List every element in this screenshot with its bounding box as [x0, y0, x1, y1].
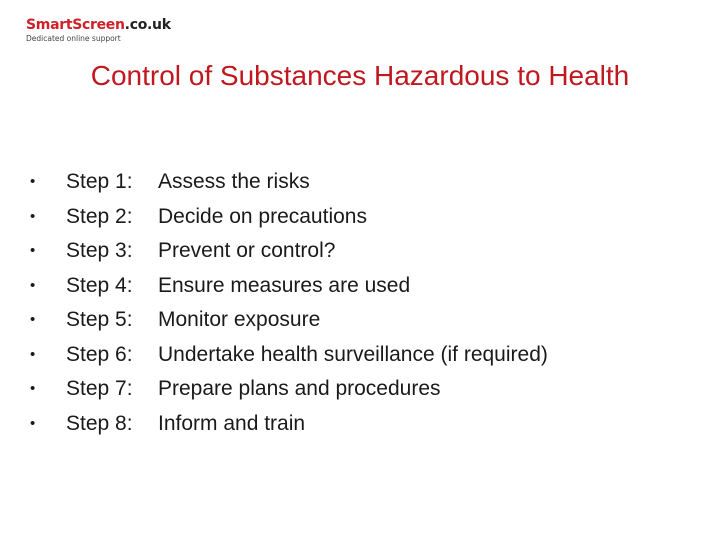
step-label: Step 5: [66, 308, 133, 331]
step-label: Step 4: [66, 273, 133, 297]
step-item [30, 170, 548, 205]
bullet-icon: • [30, 311, 36, 328]
step-text: Prevent or control? [158, 239, 336, 262]
bullet-icon: • [30, 207, 36, 225]
step-item [30, 308, 548, 343]
step-text: Inform and train [158, 411, 306, 435]
step-item [30, 239, 548, 274]
step-text: Undertake health surveillance (if required) [158, 342, 548, 366]
bullet-icon: • [30, 276, 36, 294]
logo-tagline: Dedicated online support [26, 34, 121, 43]
step-label: Step 6: [66, 342, 133, 366]
logo-domain: .co.uk [124, 17, 171, 33]
step-label: Step 8: [66, 411, 133, 435]
bullet-icon: • [30, 345, 36, 363]
step-text: Decide on precautions [158, 204, 367, 228]
step-text: Ensure measures are used [158, 273, 411, 297]
bullet-icon: • [30, 414, 36, 432]
step-item [30, 377, 548, 412]
bullet-icon: • [30, 380, 36, 397]
step-text: Assess the risks [158, 170, 310, 193]
step-text: Monitor exposure [158, 308, 321, 331]
bullet-icon: • [30, 242, 36, 259]
step-item [30, 412, 548, 447]
steps-list [30, 170, 548, 446]
step-item [30, 343, 548, 378]
step-item [30, 205, 548, 240]
smartscreen-logo [26, 18, 171, 43]
step-item [30, 274, 548, 309]
logo-brand: SmartScreen [26, 17, 125, 33]
bullet-icon: • [30, 173, 36, 190]
slide-title: Control of Substances Hazardous to Health [90, 60, 630, 91]
step-label: Step 1: [66, 170, 133, 193]
logo-wordmark [26, 18, 171, 32]
step-label: Step 3: [66, 239, 133, 262]
step-text: Prepare plans and procedures [158, 377, 441, 400]
step-label: Step 7: [66, 377, 133, 400]
step-label: Step 2: [66, 204, 133, 228]
